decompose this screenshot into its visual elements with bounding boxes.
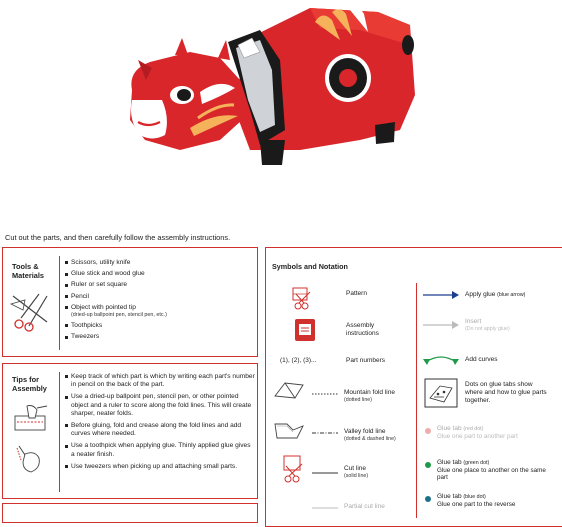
list-item: Ruler or set square	[65, 281, 255, 289]
list-item: Toothpicks	[65, 322, 255, 330]
tips-title: Tips for Assembly	[12, 375, 47, 393]
glue-dots-diagram-icon	[424, 378, 458, 408]
tips-list	[65, 373, 255, 471]
green-dot-icon	[424, 461, 432, 469]
list-item: Pencil	[65, 293, 255, 301]
apply-glue-label: Apply glue (blue arrow)	[465, 291, 526, 298]
tools-title: Tools & Materials	[12, 262, 45, 280]
list-item: Glue stick and wood glue	[65, 270, 255, 278]
tools-materials-panel	[2, 247, 258, 357]
partial-cut-line-sample	[312, 506, 338, 510]
red-dot-icon	[424, 427, 432, 435]
list-item: Tweezers	[65, 333, 255, 341]
part-numbers-label: Part numbers	[346, 357, 386, 364]
list-item: Before gluing, fold and crease along the fold lines and add curves where needed.	[65, 422, 255, 438]
cut-line-icon	[280, 454, 306, 484]
insert-label: Insert (Do not apply glue)	[465, 318, 510, 332]
scoring-hand-icon	[13, 404, 51, 434]
blue-dot-icon	[424, 495, 432, 503]
akabeko-papercraft-illustration	[110, 0, 440, 185]
add-curves-label: Add curves	[465, 356, 498, 363]
list-item: Use tweezers when picking up and attaching small parts.	[65, 463, 255, 471]
scissors-icon	[9, 292, 53, 332]
cut-line-sample	[312, 471, 338, 475]
list-item: Object with pointed tip (dried-up ballpoint pen, stencil pen, etc.)	[65, 304, 255, 319]
intro-instructions: Cut out the parts, and then carefully follow the assembly instructions.	[5, 233, 231, 242]
partial-cut-label: Partial cut line	[344, 503, 385, 510]
add-curves-arrow-icon	[422, 352, 460, 366]
mountain-fold-line	[312, 392, 338, 396]
list-item: Use a dried-up ballpoint pen, stencil pen, or other pointed object and a ruler to score along the fold lines. This will create sharper, neater folds.	[65, 393, 255, 418]
green-glue-tab-label: Glue tab (green dot) Glue one place to another on the same part	[437, 459, 546, 481]
glue-dots-description: Dots on glue tabs show where and how to glue parts together.	[465, 381, 547, 404]
tools-list	[65, 259, 255, 341]
next-panel	[2, 503, 258, 523]
tools-divider	[59, 256, 60, 350]
tips-panel	[2, 363, 258, 499]
cut-line-label: Cut line (solid line)	[344, 465, 369, 479]
list-item: Keep track of which part is which by writing each part's number in pencil on the back of the part.	[65, 373, 255, 389]
pattern-icon	[290, 286, 316, 310]
tips-divider	[59, 372, 60, 492]
pattern-label: Pattern	[346, 290, 367, 297]
apply-glue-arrow-icon	[422, 290, 460, 300]
symbols-title: Symbols and Notation	[272, 262, 348, 271]
blue-glue-tab-label: Glue tab (blue dot) Glue one part to the reverse	[437, 493, 516, 508]
glue-toothpick-hand-icon	[13, 442, 49, 474]
list-item: Use a toothpick when applying glue. Thinly applied glue gives a neater finish.	[65, 442, 255, 458]
assembly-label: Assembly instructions	[346, 322, 379, 337]
mountain-fold-icon	[273, 380, 305, 400]
symbols-divider	[416, 283, 417, 518]
part-numbers-symbol: (1), (2), (3)...	[280, 357, 317, 364]
insert-arrow-icon	[422, 320, 460, 330]
valley-fold-label: Valley fold line (dotted & dashed line)	[344, 428, 396, 442]
mountain-fold-label: Mountain fold line (dotted line)	[344, 389, 395, 403]
red-glue-tab-label: Glue tab (red dot) Glue one part to another part	[437, 425, 518, 440]
list-item: Scissors, utility knife	[65, 259, 255, 267]
valley-fold-icon	[273, 420, 305, 440]
assembly-instructions-icon	[294, 318, 316, 342]
valley-fold-line	[312, 431, 338, 435]
